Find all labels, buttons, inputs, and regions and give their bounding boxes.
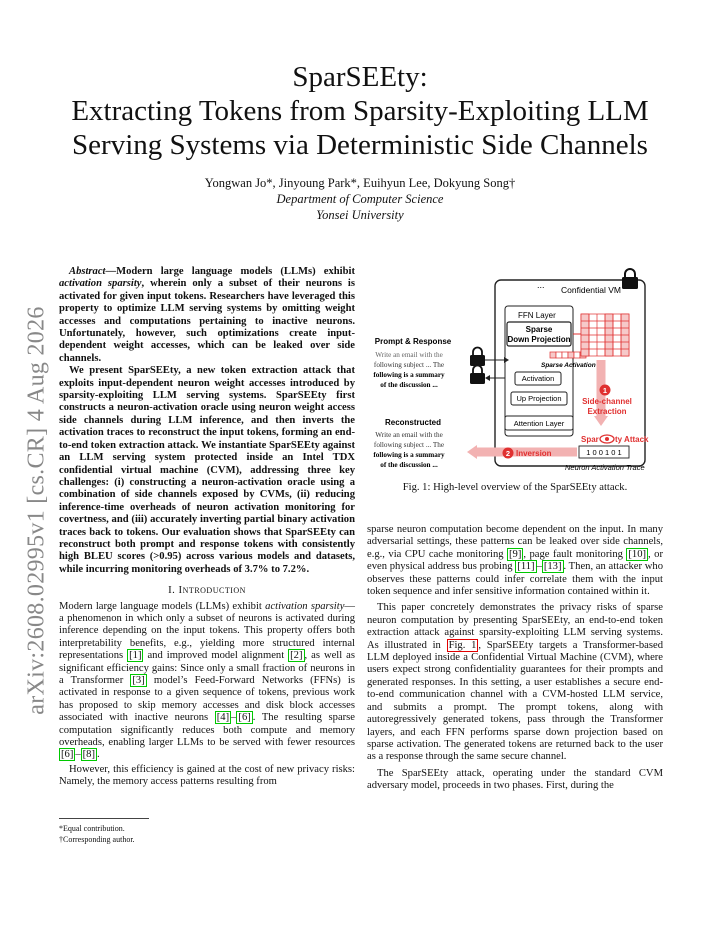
attack-label-prefix: Spar	[581, 435, 599, 444]
right-paragraph-2	[367, 602, 663, 763]
citation-link[interactable]: [4]	[216, 712, 230, 724]
eye-icon	[600, 435, 614, 443]
sparse-label: Sparse	[525, 325, 553, 334]
ellipsis: ...	[537, 280, 545, 290]
title-line-1: SparSEEty:	[292, 61, 428, 93]
paper-title	[60, 60, 660, 162]
right-column	[367, 524, 663, 795]
cvm-label: Confidential VM	[561, 285, 622, 295]
body-text: –	[75, 749, 81, 761]
attack-label-suffix: ty Attack	[615, 435, 649, 444]
activation-label: Activation	[521, 374, 555, 383]
reconstructed-text-block	[373, 431, 445, 469]
title-line-2: Extracting Tokens from Sparsity-Exploiting LLM	[71, 95, 649, 127]
prompt-text-block	[373, 351, 445, 389]
footnotes	[59, 818, 355, 845]
footnote-corresponding-author: †Corresponding author.	[59, 835, 135, 844]
prompt-line: of the discussion ...	[380, 381, 438, 389]
body-italic: activation sparsity	[265, 600, 345, 612]
abstract-italic: activation sparsity	[59, 278, 142, 290]
arxiv-identifier	[23, 305, 50, 715]
step-2-number: 2	[505, 449, 511, 458]
body-text: Modern large language models (LLMs) exhibit	[59, 600, 266, 612]
citation-link[interactable]: [8]	[82, 749, 96, 761]
sparse-activation-vector	[550, 352, 586, 358]
cvm-lock-icon	[622, 269, 638, 289]
body-text: –	[231, 712, 237, 724]
body-text: .	[97, 749, 100, 761]
citation-link[interactable]: [9]	[509, 548, 522, 560]
abstract-label: Abstract	[69, 266, 106, 277]
response-arrow-head	[485, 375, 490, 381]
intro-paragraph-1	[59, 601, 355, 762]
abstract-paragraph-1	[59, 266, 355, 365]
step-2-label: Inversion	[516, 449, 552, 458]
body-text: model’s Feed-Forward Networks (FFNs) is activated in response to a given sequence of tokens, previous work has proposed to skip memory accesses and disk block accesses associated with inactive neurons	[59, 675, 355, 724]
body-text: , SparSEEty targets a Transformer-based LLM deployed inside a Confidential Virtual Machine (CVM), where users expect strong confidentiality guarantees for their prompts and generated responses. In this setting, a user establishes a secure end-to-end communication channel with a CVM-hosted LLM service, and submits a prompt. The prompt tokens, along with autoregressively generated tokens, pass through the Transformer layers, and each FFN performs sparse down projection based on sparse activation. The generated tokens are returned back to the user as a response through the same secure channel.	[367, 639, 663, 763]
body-text: . The resulting sparse computation significantly reduces both compute and memory overheads, enabling larger LLMs to be served with fewer resources	[59, 712, 355, 749]
figure-reference-link[interactable]: Fig. 1	[448, 639, 477, 651]
figure-caption: Fig. 1: High-level overview of the SparSEEty attack.	[402, 482, 628, 493]
prompt-line: following is a summary	[373, 371, 445, 379]
left-column	[59, 266, 355, 791]
arxiv-id-text: arXiv:2608.02995v1 [cs.CR] 4 Aug 2026	[23, 305, 50, 715]
activation-trace-label: Neuron Activation Trace	[565, 463, 645, 472]
step-1-number: 1	[602, 386, 608, 395]
activation-trace-bits: 1 0 0 1 0 1	[586, 448, 622, 457]
step-1-label-line-2: Extraction	[587, 407, 627, 416]
abstract	[59, 266, 355, 576]
body-text: sparse neuron computation become dependent on the input. In many adversarial settings, these patterns can be leaked over side channels, e.g., via CPU cache monitoring	[367, 524, 663, 560]
reconstructed-title: Reconstructed	[384, 418, 442, 427]
citation-link[interactable]: [13]	[543, 561, 562, 573]
abstract-paragraph-2: We present SparSEEty, a new token extraction attack that exploits input-dependent neuron weight accesses introduced by sparsity-exploiting LLM serving systems. SparSEEty first constructs a neuron-activation oracle using neuron weight access side channels during LLM inference, and then inverts the activation traces to reconstruct the input tokens, forming an end-to-end token extraction attack. We instantiate SparSEEty against an LLM serving system protected inside an Intel TDX confidential virtual machine (CVM), addressing three key challenges: (i) constructing a neuron-activation oracle using a combination of side channels exposed by CVMs, (ii) reducing inference-time overheads of neuron activation monitoring for covertness, and (iii) accurately inverting partial binary activation traces back to tokens. Our evaluation shows that SparSEEty can reconstruct both prompt and response tokens with consistently high BLEU scores (>0.95) across various models and datasets, while incurring monitoring overheads of 3.7% to 7.2%.	[59, 365, 355, 575]
title-line-3: Serving Systems via Deterministic Side Channels	[72, 129, 648, 161]
extraction-arrow-head	[594, 416, 608, 426]
citation-link[interactable]: [1]	[129, 650, 142, 662]
author-block	[60, 175, 660, 223]
citation-link[interactable]: [10]	[628, 548, 647, 560]
body-text: —a phenomenon in which only a subset of neurons is activated during inference depending on the input tokens. This property offers both interpretability benefits, e.g., yielding more structured internal representations	[59, 600, 355, 662]
attention-layer-label: Attention Layer	[513, 419, 565, 428]
body-text: –	[536, 561, 542, 573]
right-paragraph-1	[367, 524, 663, 598]
section-heading-introduction: I. Introduction	[168, 584, 246, 597]
university: Yonsei University	[316, 208, 404, 222]
reconstructed-line: of the discussion ...	[380, 461, 438, 469]
abstract-text: —Modern large language models (LLMs) exhibit	[105, 266, 355, 277]
citation-link[interactable]: [11]	[517, 561, 535, 573]
prompt-response-title: Prompt & Response	[374, 337, 452, 346]
reconstructed-line: Write an email with the	[375, 431, 443, 439]
figure-diagram	[365, 268, 665, 478]
intro-paragraph-2: However, this efficiency is gained at the cost of new privacy risks: Namely, the memory access patterns resulting from	[59, 763, 355, 788]
body-text: This paper concretely demonstrates the privacy risks of sparse neuron computation by presenting SparSEEty, an end-to-end token extraction attack against sparsity-exploiting LLM serving systems. As illustrated in	[367, 602, 663, 651]
prompt-arrow-head	[504, 357, 509, 363]
author-names: Yongwan Jo*, Jinyoung Park*, Euihyun Lee, Dokyung Song†	[204, 176, 516, 190]
reconstructed-line: following is a summary	[373, 451, 445, 459]
citation-link[interactable]: [6]	[238, 712, 251, 724]
footnote-rule	[59, 818, 149, 819]
citation-link[interactable]: [2]	[290, 650, 303, 662]
department: Department of Computer Science	[276, 192, 444, 206]
prompt-line: following subject ... The	[373, 361, 445, 369]
inversion-arrow-head	[467, 445, 477, 459]
response-lock-icon	[470, 366, 485, 385]
body-text: , page fault monitoring	[523, 548, 627, 560]
prompt-line: Write an email with the	[375, 351, 443, 359]
figure-1	[365, 268, 665, 478]
step-1-label-line-1: Side-channel	[582, 397, 632, 406]
reconstructed-line: following subject ... The	[373, 441, 445, 449]
citation-link[interactable]: [6]	[61, 749, 74, 761]
right-paragraph-3: The SparSEEty attack, operating under the standard CVM adversary model, proceeds in two phases. First, during the	[367, 767, 663, 792]
body-text: , or even physical address bus probing	[367, 548, 663, 573]
weight-matrix-grid	[581, 314, 629, 356]
up-projection-label: Up Projection	[516, 394, 562, 403]
abstract-text: , wherein only a subset of their neurons is activated for given input tokens. Researchers have leveraged this property to optimize LLM serving systems by omitting weight accesses and computations pertaining to inactive neurons. Unfortunately, however, such optimizations create input-dependent weight accesses, which can be leaked over side channels.	[59, 278, 355, 364]
citation-link[interactable]: [3]	[132, 675, 145, 686]
down-projection-label: Down Projection	[507, 335, 571, 344]
body-text: . Then, an attacker who observes these patterns could infer correlate them with the input token sequence and infer sensitive information contained within it.	[367, 561, 663, 598]
body-text: , as well as significant efficiency gains: Since only a small fraction of neurons in a Transformer	[59, 650, 356, 686]
sparse-activation-label: Sparse Activation	[541, 362, 596, 369]
prompt-lock-icon	[470, 348, 485, 367]
body-text: and improved model alignment	[143, 650, 289, 662]
ffn-layer-label: FFN Layer	[518, 311, 556, 320]
footnote-equal-contribution: *Equal contribution.	[59, 824, 125, 833]
